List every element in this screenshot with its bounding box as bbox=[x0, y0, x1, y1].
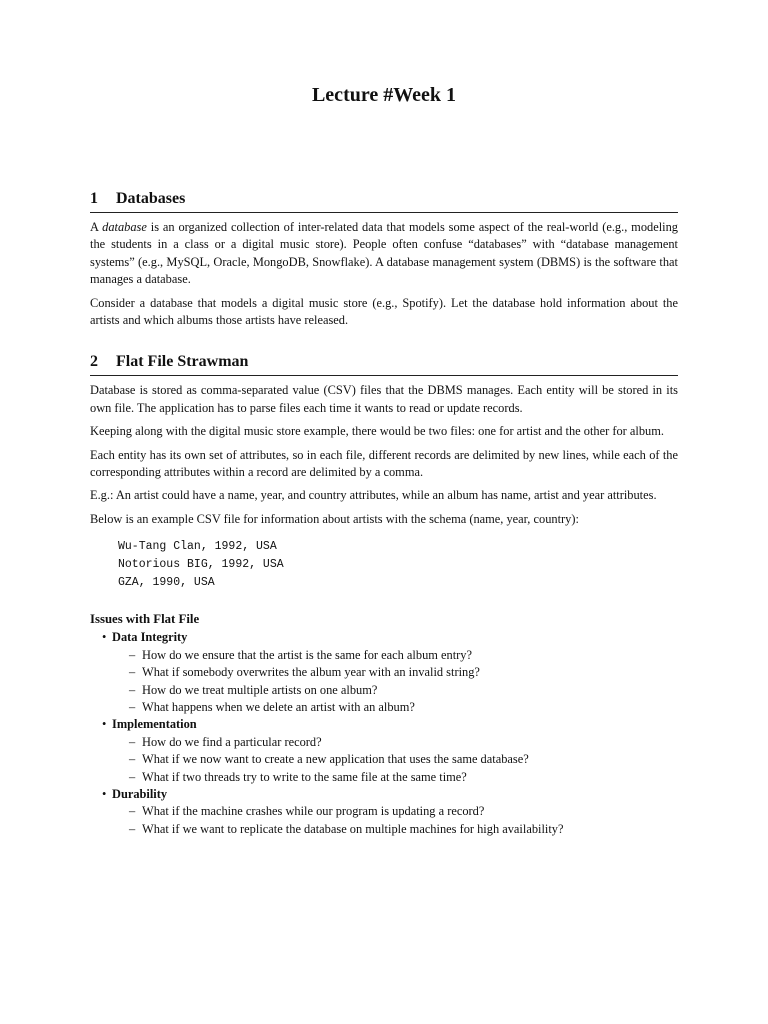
dash-glyph: – bbox=[129, 699, 136, 714]
code-line: GZA, 1990, USA bbox=[118, 576, 215, 590]
list-item bbox=[102, 629, 678, 716]
code-line: Notorious BIG, 1992, USA bbox=[118, 558, 284, 572]
paragraph: Consider a database that models a digital music store (e.g., Spotify). Let the database hold information about the artists and which albums those artists have released. bbox=[90, 295, 678, 328]
paragraph: Keeping along with the digital music store example, there would be two files: one for artist and the other for album. bbox=[90, 424, 664, 439]
list-item-label: Durability bbox=[112, 786, 168, 801]
dash-glyph: – bbox=[129, 682, 136, 697]
sub-list-item bbox=[129, 664, 678, 681]
dash-glyph: – bbox=[129, 821, 136, 836]
sub-list-item bbox=[129, 803, 678, 820]
dash-glyph: – bbox=[129, 665, 136, 680]
sub-list-item bbox=[129, 734, 678, 751]
sub-list-text: How do we treat multiple artists on one album? bbox=[142, 682, 378, 697]
dash-glyph: – bbox=[129, 734, 136, 749]
list-item-label: Implementation bbox=[112, 717, 197, 732]
section-number: 2 bbox=[90, 353, 98, 371]
section-heading bbox=[90, 190, 678, 213]
bullet-glyph: • bbox=[102, 786, 107, 801]
bullet-glyph: • bbox=[102, 630, 107, 645]
sub-list bbox=[112, 803, 678, 838]
dash-glyph: – bbox=[129, 752, 136, 767]
section-heading bbox=[90, 353, 678, 376]
paragraph-text: is an organized collection of inter-related data that models some aspect of the real-world (e.g., modeling the students in a class or a digital music store). People often confuse “databases” with “database management systems” (e.g., MySQL, Oracle, MongoDB, Snowflake). A database management system (DBMS) is the software that manages a database. bbox=[90, 220, 678, 287]
paragraph-text: A bbox=[90, 220, 103, 234]
sub-list-text: How do we ensure that the artist is the same for each album entry? bbox=[142, 647, 472, 662]
bullet-glyph: • bbox=[102, 717, 107, 732]
paragraph: E.g.: An artist could have a name, year, and country attributes, while an album has name, artist and year attributes. bbox=[90, 488, 657, 503]
dash-glyph: – bbox=[129, 647, 136, 662]
issues-heading: Issues with Flat File bbox=[90, 612, 200, 627]
emphasized-term: database bbox=[102, 220, 147, 234]
paragraph: Each entity has its own set of attributes, so in each file, different records are delimited by new lines, while each of the corresponding attributes within a record are delimited by a comma. bbox=[90, 447, 678, 480]
sub-list-text: What if we now want to create a new application that uses the same database? bbox=[142, 752, 529, 767]
document-body bbox=[90, 190, 678, 838]
sub-list-item bbox=[129, 821, 678, 838]
sub-list-text: What if the machine crashes while our program is updating a record? bbox=[142, 804, 485, 819]
section-databases bbox=[90, 190, 678, 329]
sub-list-item bbox=[129, 751, 678, 768]
sub-list-item bbox=[129, 682, 678, 699]
list-item-label: Data Integrity bbox=[112, 630, 188, 645]
csv-code-block bbox=[118, 538, 678, 592]
dash-glyph: – bbox=[129, 769, 136, 784]
sub-list-text: How do we find a particular record? bbox=[142, 734, 322, 749]
list-item bbox=[102, 786, 678, 838]
sub-list-text: What happens when we delete an artist with an album? bbox=[142, 699, 415, 714]
sub-list-text: What if two threads try to write to the same file at the same time? bbox=[142, 769, 467, 784]
sub-list bbox=[112, 647, 678, 717]
paragraph bbox=[90, 219, 678, 289]
sub-list-text: What if we want to replicate the database on multiple machines for high availability? bbox=[142, 821, 564, 836]
section-title: Databases bbox=[116, 190, 186, 207]
issues-list bbox=[90, 629, 678, 838]
sub-list-item bbox=[129, 647, 678, 664]
sub-list-item bbox=[129, 769, 678, 786]
sub-list-text: What if somebody overwrites the album year with an invalid string? bbox=[142, 665, 480, 680]
dash-glyph: – bbox=[129, 804, 136, 819]
paragraph: Below is an example CSV file for information about artists with the schema (name, year, country): bbox=[90, 511, 579, 526]
paragraph: Database is stored as comma-separated value (CSV) files that the DBMS manages. Each entity will be stored in its own file. The application has to parse files each time it wants to read or update records. bbox=[90, 383, 678, 415]
sub-list bbox=[112, 734, 678, 786]
list-item bbox=[102, 716, 678, 786]
page-title: Lecture #Week 1 bbox=[311, 84, 457, 106]
section-number: 1 bbox=[90, 190, 98, 207]
section-flat-file-strawman bbox=[90, 353, 678, 838]
section-title: Flat File Strawman bbox=[116, 353, 249, 371]
code-line: Wu-Tang Clan, 1992, USA bbox=[118, 540, 277, 554]
sub-list-item bbox=[129, 699, 678, 716]
